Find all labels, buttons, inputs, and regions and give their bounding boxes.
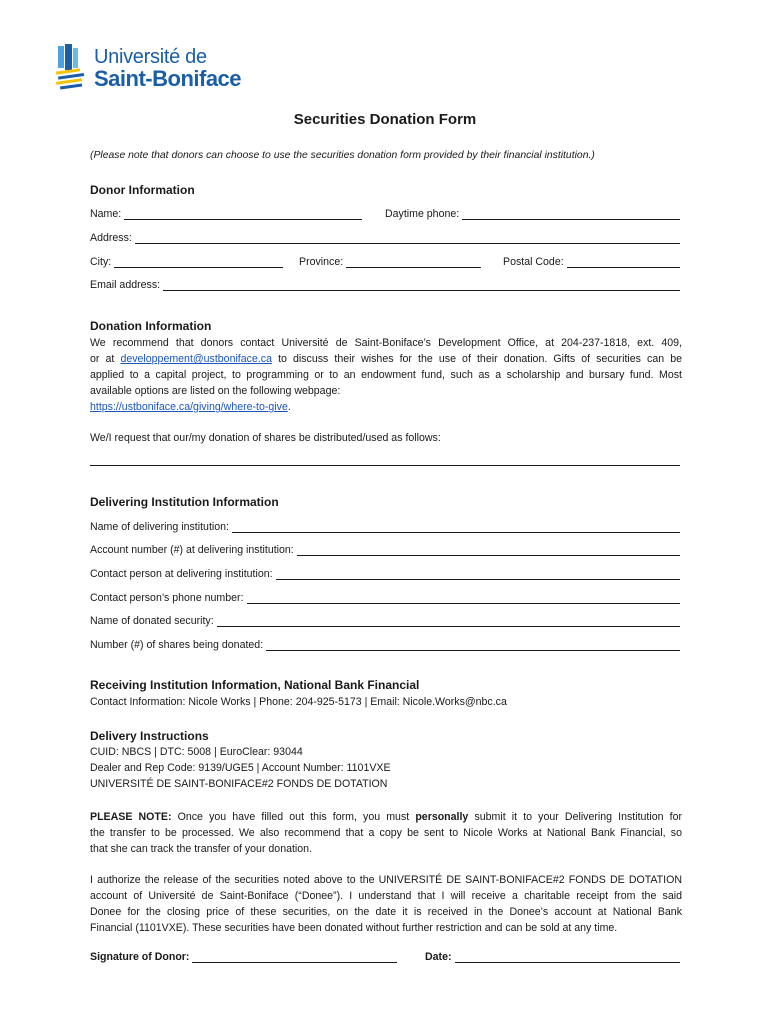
donor-row-email bbox=[90, 279, 680, 293]
account-number-field[interactable] bbox=[90, 544, 680, 556]
delivery-heading: Delivery Instructions bbox=[90, 729, 209, 743]
url-period: . bbox=[287, 401, 291, 413]
delivering-institution-label: Name of delivering institution: bbox=[90, 521, 229, 533]
province-line[interactable] bbox=[346, 257, 481, 268]
phone-label: Daytime phone: bbox=[385, 208, 460, 220]
donated-security-label: Name of donated security: bbox=[90, 615, 214, 627]
signature-label: Signature of Donor: bbox=[90, 951, 190, 963]
donation-paragraph bbox=[90, 335, 682, 415]
province-label: Province: bbox=[299, 256, 344, 268]
please-note-line-2: the transfer to be processed. We also recommend that a copy be sent to Nicole Works at National Bank Financial, so bbox=[90, 827, 682, 839]
contact-phone-line[interactable] bbox=[247, 593, 680, 604]
university-logo-icon bbox=[54, 44, 90, 92]
donation-line-1: We recommend that donors contact Université de Saint-Boniface’s Development Office, at 204-237-1818, ext. 409, bbox=[90, 337, 682, 349]
phone-line[interactable] bbox=[462, 209, 680, 220]
address-field[interactable] bbox=[90, 232, 680, 244]
city-line[interactable] bbox=[114, 257, 283, 268]
receiving-contact: Contact Information: Nicole Works | Phone: 204-925-5173 | Email: Nicole.Works@nbc.ca bbox=[90, 696, 507, 708]
date-label: Date: bbox=[425, 951, 452, 963]
signature-row bbox=[90, 951, 680, 965]
logo-line-2: Saint-Boniface bbox=[94, 66, 242, 91]
authorization-line-3: Donee for the closing price of these securities, on the date it is received in the Donee’s account at National Bank bbox=[90, 906, 682, 918]
contact-phone-label: Contact person’s phone number: bbox=[90, 592, 244, 604]
signature-line[interactable] bbox=[192, 952, 397, 963]
date-line[interactable] bbox=[455, 952, 681, 963]
donated-security-field[interactable] bbox=[90, 615, 680, 627]
address-line[interactable] bbox=[135, 233, 680, 244]
delivering-row-5 bbox=[90, 615, 680, 629]
email-line[interactable] bbox=[163, 280, 680, 291]
intro-note: (Please note that donors can choose to use the securities donation form provided by their financial institution.) bbox=[90, 150, 595, 161]
name-line[interactable] bbox=[124, 209, 362, 220]
page-title: Securities Donation Form bbox=[293, 111, 477, 128]
authorization-line-2: account of Université de Saint-Boniface (“Donee”). I understand that I will receive a charitable receipt from the said bbox=[90, 890, 682, 902]
delivery-line-3: UNIVERSITÉ DE SAINT-BONIFACE#2 FONDS DE DOTATION bbox=[90, 778, 388, 790]
account-number-line[interactable] bbox=[297, 545, 680, 556]
donor-row-name bbox=[90, 208, 680, 222]
delivering-heading: Delivering Institution Information bbox=[90, 495, 279, 509]
contact-person-line[interactable] bbox=[276, 569, 680, 580]
delivering-institution-line[interactable] bbox=[232, 522, 680, 533]
email-field[interactable] bbox=[90, 279, 680, 291]
contact-person-field[interactable] bbox=[90, 568, 680, 580]
please-note-emphasis: personally bbox=[415, 811, 469, 823]
delivering-institution-field[interactable] bbox=[90, 521, 680, 533]
please-note-text-1: Once you have filled out this form, you must bbox=[171, 811, 416, 823]
signature-field[interactable] bbox=[90, 951, 397, 963]
where-to-give-link[interactable]: https://ustboniface.ca/giving/where-to-give bbox=[90, 401, 288, 413]
authorization-line-1: I authorize the release of the securities noted above to the UNIVERSITÉ DE SAINT-BONIFACE#2 FONDS DE DOTATION bbox=[90, 874, 682, 886]
authorization-line-4: Financial (1101VXE). These securities have been donated without further restriction and can be sold at any time. bbox=[90, 922, 618, 934]
shares-count-label: Number (#) of shares being donated: bbox=[90, 639, 264, 651]
address-label: Address: bbox=[90, 232, 132, 244]
donation-line-2 bbox=[90, 351, 682, 367]
city-field[interactable] bbox=[90, 256, 283, 268]
contact-person-label: Contact person at delivering institution: bbox=[90, 568, 273, 580]
donation-heading: Donation Information bbox=[90, 319, 212, 333]
donor-row-city bbox=[90, 256, 680, 270]
donation-line-3: applied to a capital project, to programming or to an endowment fund, such as a scholarship and bursary fund. Most bbox=[90, 369, 682, 381]
donation-line-4: available options are listed on the following webpage: bbox=[90, 385, 341, 397]
please-note-text-2: submit it to your Delivering Institution for bbox=[468, 811, 682, 823]
postal-field[interactable] bbox=[503, 256, 680, 268]
province-field[interactable] bbox=[299, 256, 481, 268]
city-label: City: bbox=[90, 256, 112, 268]
contact-phone-field[interactable] bbox=[90, 592, 680, 604]
university-logo bbox=[54, 44, 254, 94]
development-email-link[interactable]: developpement@ustboniface.ca bbox=[120, 353, 272, 365]
please-note-line-1 bbox=[90, 809, 682, 825]
date-field[interactable] bbox=[425, 951, 680, 963]
name-label: Name: bbox=[90, 208, 122, 220]
email-label: Email address: bbox=[90, 279, 161, 291]
delivery-line-2: Dealer and Rep Code: 9139/UGE5 | Account Number: 1101VXE bbox=[90, 762, 391, 774]
postal-label: Postal Code: bbox=[503, 256, 564, 268]
request-text: We/I request that our/my donation of shares be distributed/used as follows: bbox=[90, 432, 441, 444]
logo-line-1: Université de bbox=[94, 46, 207, 68]
donation-line-2-post: to discuss their wishes for the use of their donation. Gifts of securities can be bbox=[271, 353, 682, 365]
shares-count-line[interactable] bbox=[266, 640, 680, 651]
please-note-line-3: that she can track the transfer of your donation. bbox=[90, 843, 313, 855]
delivering-row-4 bbox=[90, 592, 680, 606]
donation-line-2-pre: or at bbox=[90, 353, 121, 365]
account-number-label: Account number (#) at delivering institution: bbox=[90, 544, 294, 556]
donor-heading: Donor Information bbox=[90, 183, 195, 197]
receiving-heading: Receiving Institution Information, National Bank Financial bbox=[90, 678, 420, 692]
delivering-row-2 bbox=[90, 544, 680, 558]
donation-line-5 bbox=[90, 399, 682, 415]
phone-field[interactable] bbox=[385, 208, 680, 220]
delivering-row-3 bbox=[90, 568, 680, 582]
name-field[interactable] bbox=[90, 208, 362, 220]
authorization-paragraph bbox=[90, 872, 682, 936]
delivering-row-1 bbox=[90, 521, 680, 535]
request-answer-line[interactable] bbox=[90, 465, 680, 466]
donated-security-line[interactable] bbox=[217, 616, 680, 627]
donor-row-address bbox=[90, 232, 680, 246]
delivering-row-6 bbox=[90, 639, 680, 653]
delivery-line-1: CUID: NBCS | DTC: 5008 | EuroClear: 93044 bbox=[90, 746, 303, 758]
shares-count-field[interactable] bbox=[90, 639, 680, 651]
please-note-label: PLEASE NOTE: bbox=[90, 811, 172, 823]
please-note-paragraph bbox=[90, 809, 682, 857]
postal-line[interactable] bbox=[567, 257, 680, 268]
